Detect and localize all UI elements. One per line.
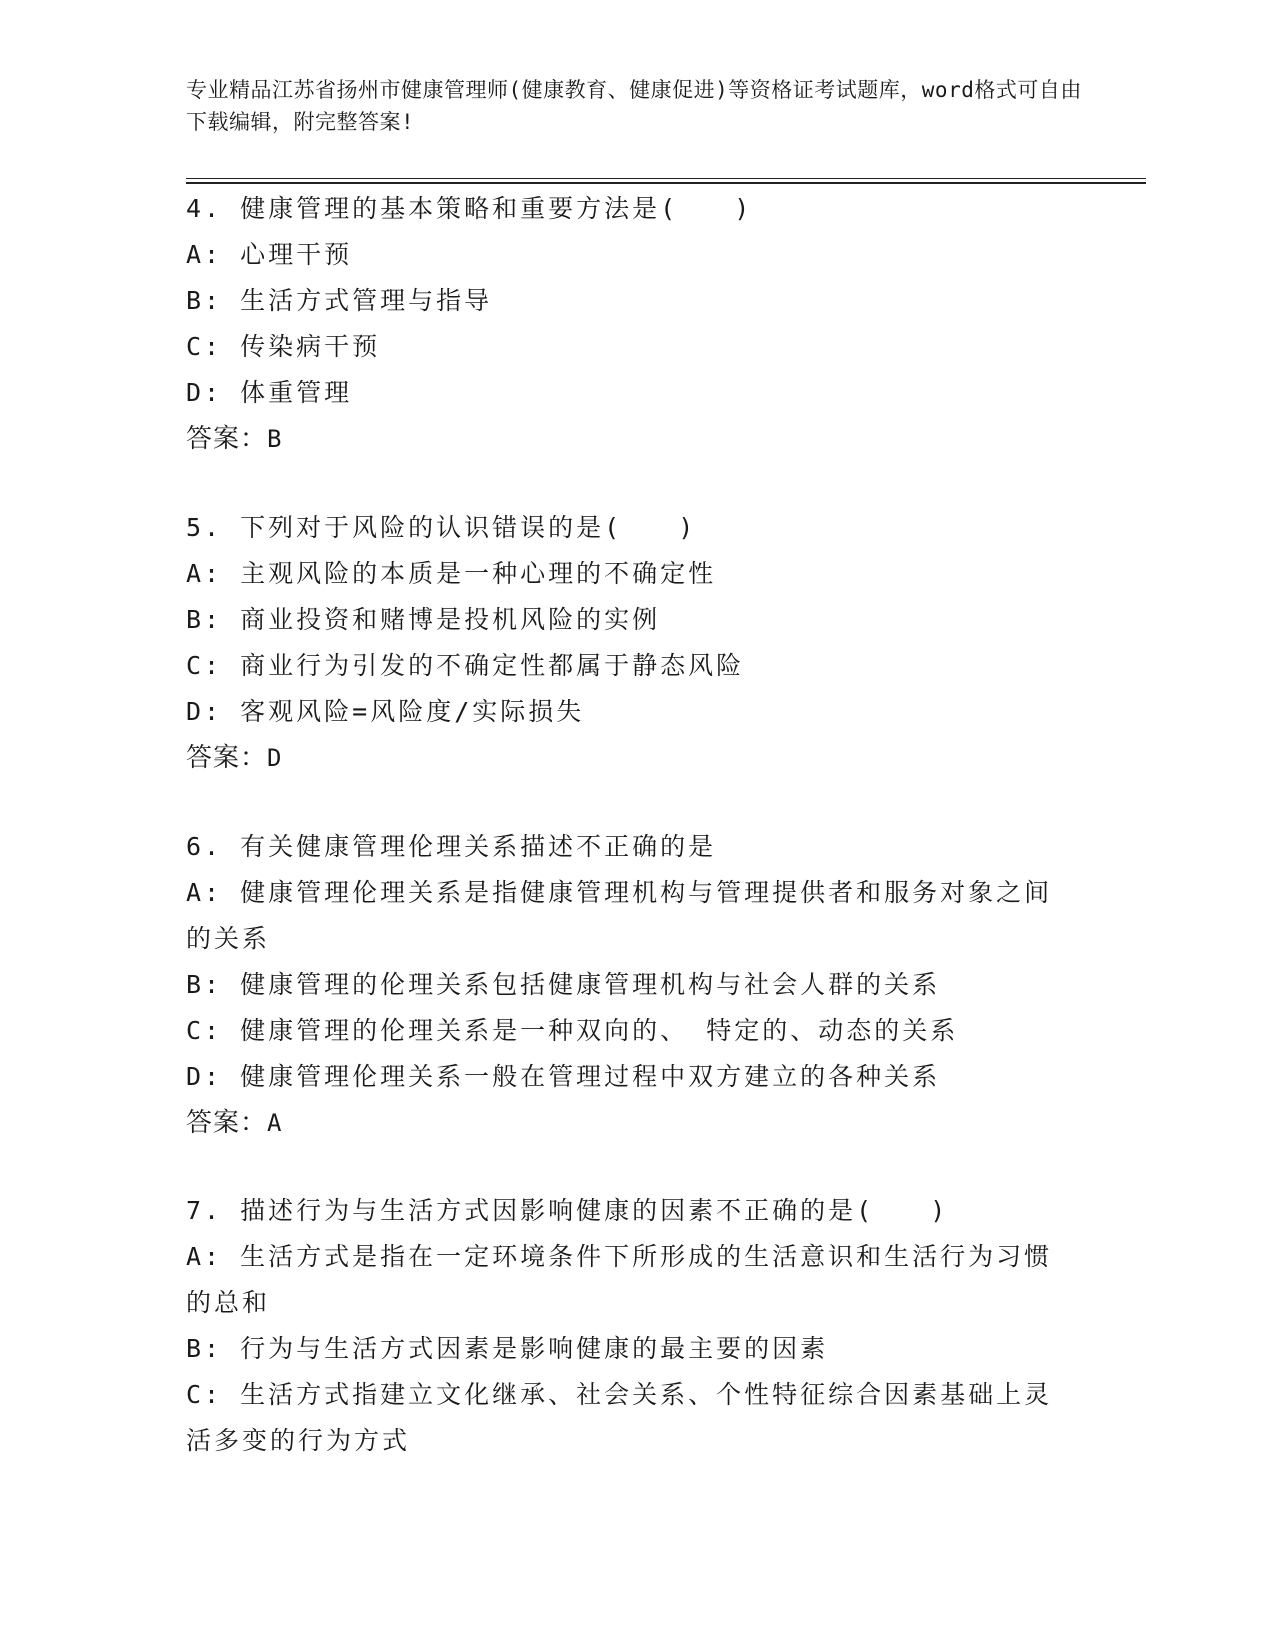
question-stem: 6. 有关健康管理伦理关系描述不正确的是 (186, 832, 717, 861)
option-b: B: 行为与生活方式因素是影响健康的最主要的因素 (186, 1334, 829, 1363)
answer-value: A (267, 1109, 283, 1137)
option-b: B: 生活方式管理与指导 (186, 286, 493, 315)
option-a: A: 主观风险的本质是一种心理的不确定性 (186, 559, 717, 588)
answer-line (186, 416, 1086, 462)
answer-label: 答案： (186, 743, 268, 773)
option-b: B: 健康管理的伦理关系包括健康管理机构与社会人群的关系 (186, 970, 941, 999)
option-b: B: 商业投资和赌博是投机风险的实例 (186, 605, 661, 634)
question-stem: 7. 描述行为与生活方式因影响健康的因素不正确的是( ) (186, 1196, 949, 1225)
option-c: C: 健康管理的伦理关系是一种双向的、 特定的、动态的关系 (186, 1016, 959, 1045)
question-stem: 4. 健康管理的基本策略和重要方法是( ) (186, 194, 753, 223)
answer-label: 答案： (186, 1108, 268, 1138)
header-divider-thick (186, 182, 1146, 184)
option-a: A: 心理干预 (186, 240, 353, 269)
answer-value: B (267, 425, 283, 453)
header-divider-thin (186, 178, 1146, 179)
option-c: C: 生活方式指建立文化继承、社会关系、个性特征综合因素基础上灵活多变的行为方式 (186, 1380, 1053, 1455)
answer-line (186, 735, 1086, 781)
question-6 (186, 824, 1086, 1146)
answer-value: D (267, 744, 283, 772)
question-5 (186, 505, 1086, 781)
option-d: D: 客观风险=风险度/实际损失 (186, 697, 585, 726)
document-header: 专业精品江苏省扬州市健康管理师(健康教育、健康促进)等资格证考试题库，word格式可自由下载编辑，附完整答案! (186, 78, 1082, 134)
question-4 (186, 186, 1086, 462)
answer-label: 答案： (186, 424, 268, 454)
option-c: C: 商业行为引发的不确定性都属于静态风险 (186, 651, 745, 680)
option-a: A: 生活方式是指在一定环境条件下所形成的生活意识和生活行为习惯的总和 (186, 1242, 1053, 1317)
answer-line (186, 1100, 1086, 1146)
option-d: D: 体重管理 (186, 378, 353, 407)
question-7 (186, 1188, 1086, 1464)
option-a: A: 健康管理伦理关系是指健康管理机构与管理提供者和服务对象之间的关系 (186, 878, 1053, 953)
option-c: C: 传染病干预 (186, 332, 381, 361)
option-d: D: 健康管理伦理关系一般在管理过程中双方建立的各种关系 (186, 1062, 941, 1091)
question-stem: 5. 下列对于风险的认识错误的是( ) (186, 513, 697, 542)
